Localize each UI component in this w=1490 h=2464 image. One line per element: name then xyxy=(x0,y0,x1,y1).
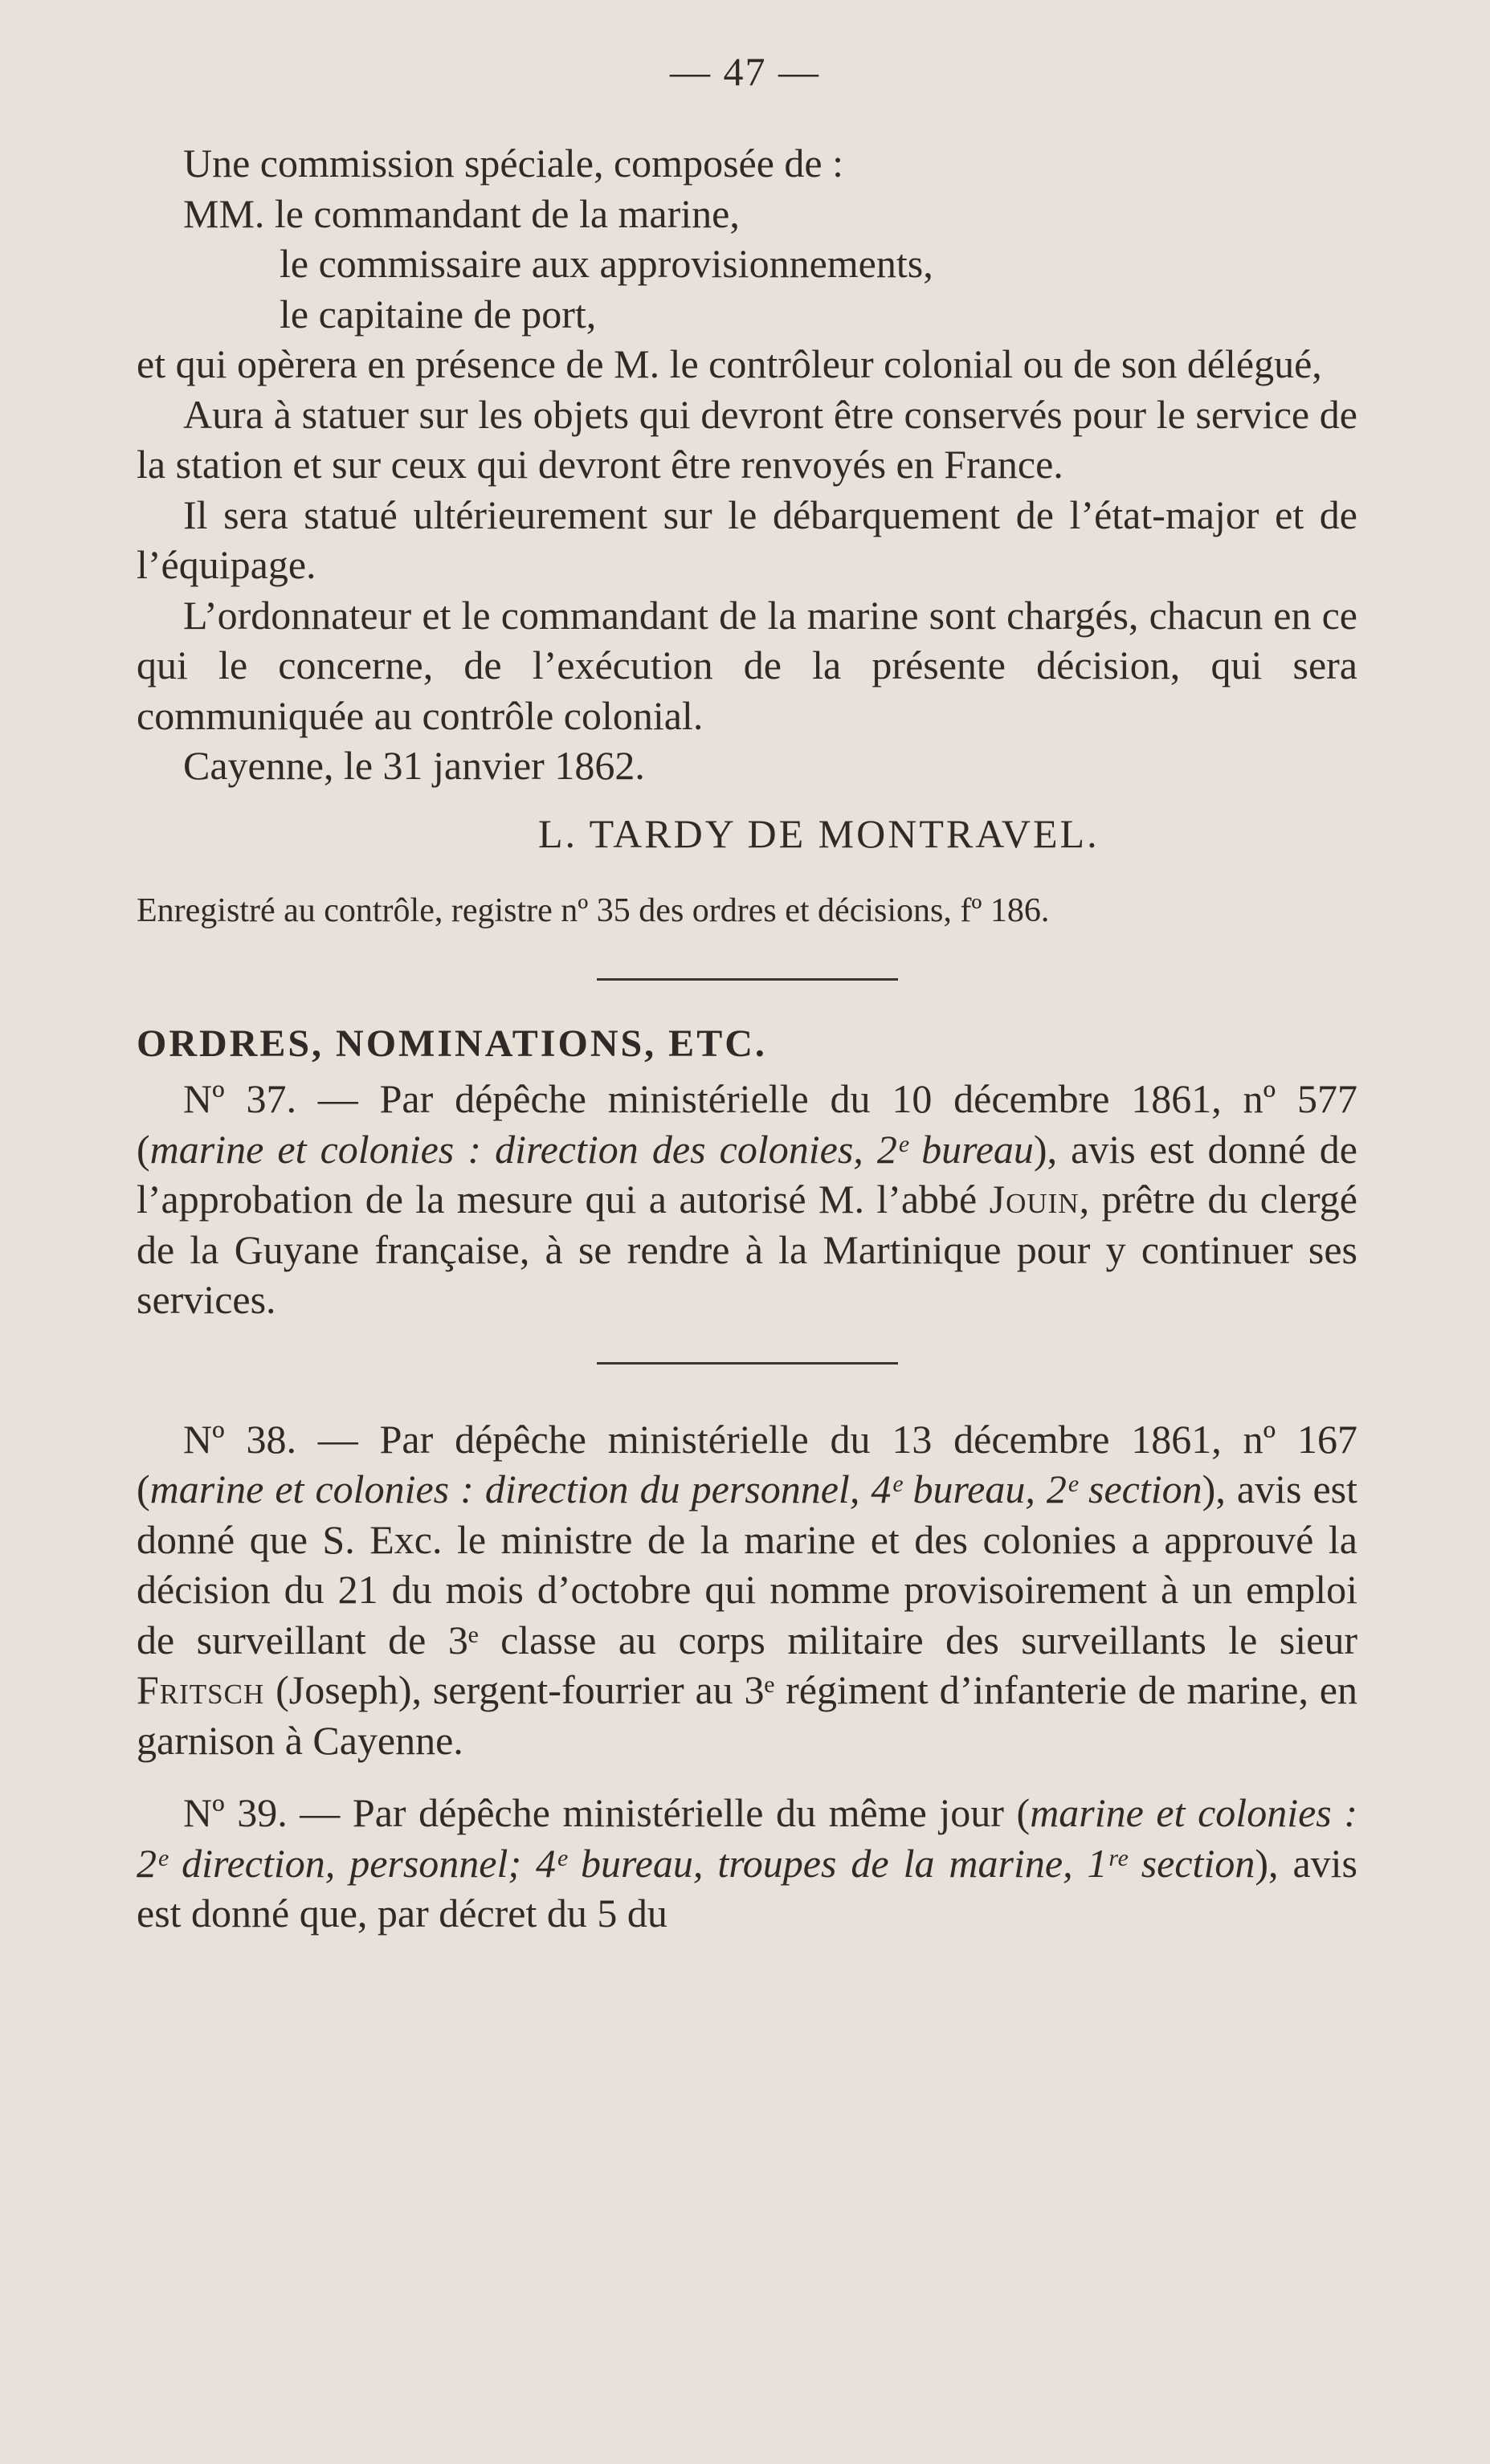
order-37-text-b: , prêtre du clergé de la Guyane française, à se rendre à la Martinique pour y continuer ses services. xyxy=(137,1177,1357,1322)
order-37-reference: marine et colonies : direction des colonies, 2ᵉ bureau xyxy=(149,1126,1034,1172)
order-38 xyxy=(137,1414,1357,1766)
order-37 xyxy=(137,1074,1357,1325)
order-38-text-a: ), avis est donné que S. Exc. le ministre de la marine et des colonies a approuvé la décision du 21 du mois d’octobre qui nomme provisoirement à un emploi de surveillant de 3ᵉ classe au corps militaire des surveillants le sieur xyxy=(137,1467,1358,1662)
order-38-lead: Nº 38. — Par dépêche ministérielle du 13 décembre 1861, nº 167 ( xyxy=(137,1416,1357,1511)
order-39-text-a: ), avis est donné que, par décret du 5 du xyxy=(137,1840,1357,1936)
commission-member-1: MM. le commandant de la marine, xyxy=(183,190,740,236)
commission-debarquement: Il sera statué ultérieurement sur le débarquement de l’état-major et de l’équipage. xyxy=(137,492,1357,587)
spacer xyxy=(137,1765,1357,1788)
order-39-lead: Nº 39. — Par dépêche ministérielle du même jour ( xyxy=(183,1790,1031,1835)
order-39 xyxy=(137,1788,1357,1939)
order-38-text-b: (Joseph), sergent-fourrier au 3ᵉ régiment d’infanterie de marine, en garnison à Cayenne. xyxy=(137,1667,1357,1763)
order-37-lead: Nº 37. — Par dépêche ministérielle du 10 décembre 1861, nº 577 ( xyxy=(137,1076,1357,1172)
commission-member-2: le commissaire aux approvisionnements, xyxy=(280,241,933,286)
order-38-reference: marine et colonies : direction du personnel, 4ᵉ bureau, 2ᵉ section xyxy=(149,1467,1202,1511)
commission-member-3: le capitaine de port, xyxy=(280,291,597,337)
page-body xyxy=(137,138,1357,1939)
commission-operate: et qui opèrera en présence de M. le contrôleur colonial ou de son délégué, xyxy=(137,341,1322,386)
registration-note: Enregistré au contrôle, registre nº 35 des ordres et décisions, fº 186. xyxy=(137,892,1050,929)
signature: L. TARDY DE MONTRAVEL. xyxy=(538,810,1100,856)
order-37-text-a: ), avis est donné de l’approbation de la mesure qui a autorisé M. l’abbé xyxy=(137,1126,1357,1222)
order-39-reference: marine et colonies : 2ᵉ direction, personnel; 4ᵉ bureau, troupes de la marine, 1ʳᵉ section xyxy=(137,1790,1357,1886)
divider xyxy=(597,1362,898,1365)
page-number: — 47 — xyxy=(670,49,820,94)
section-title: ORDRES, NOMINATIONS, ETC. xyxy=(137,1022,767,1065)
decision-date: Cayenne, le 31 janvier 1862. xyxy=(183,743,645,788)
commission-statue: Aura à statuer sur les objets qui devront être conservés pour le service de la station et sur ceux qui devront être renvoyés en France. xyxy=(137,391,1357,487)
commission-execution: L’ordonnateur et le commandant de la marine sont chargés, chacun en ce qui le concerne, de l’exécution de la présente décision, qui sera communiquée au contrôle colonial. xyxy=(137,592,1357,738)
commission-intro: Une commission spéciale, composée de : xyxy=(183,141,843,186)
order-38-name: Fritsch xyxy=(137,1667,265,1712)
order-37-name: Jouin xyxy=(989,1177,1080,1222)
divider xyxy=(597,978,898,981)
